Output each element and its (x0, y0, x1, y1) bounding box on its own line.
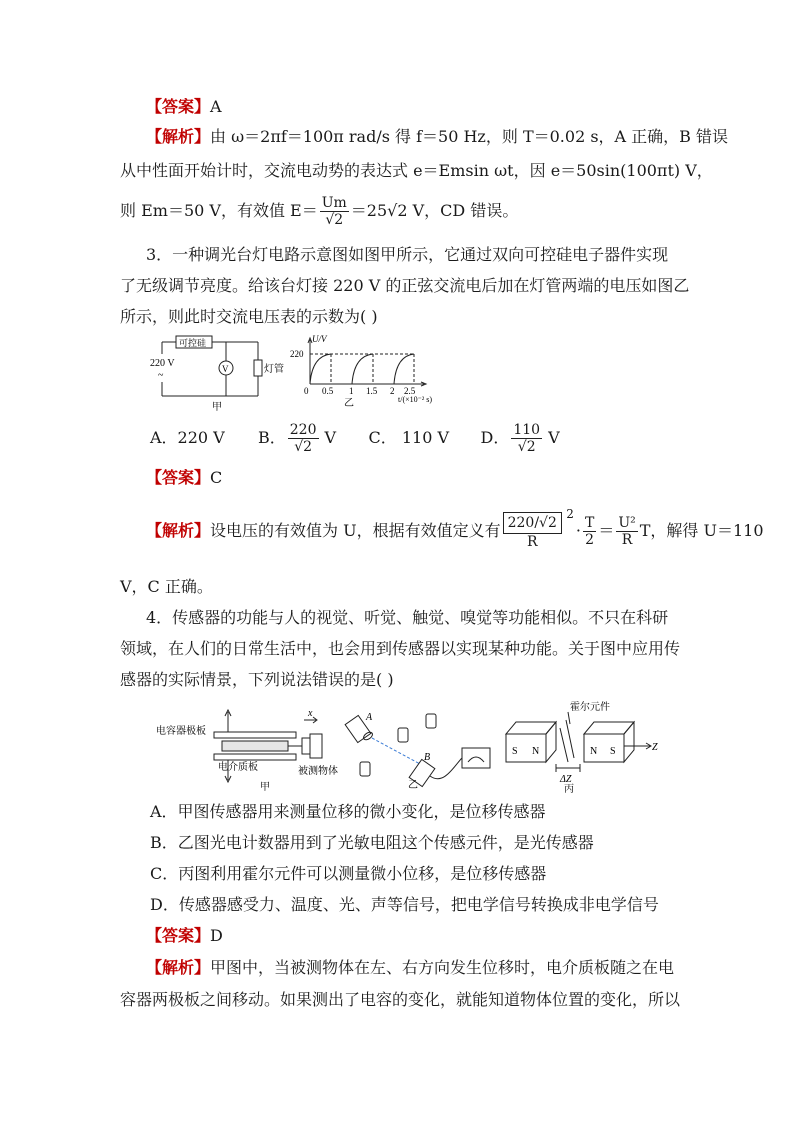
answer-tag: 【答案】 (146, 97, 211, 116)
squared-fraction: 220/√2 R 2 (503, 512, 562, 550)
option-b-fraction: $\frac{220}{√2}$ (289, 421, 317, 455)
explanation-3-line-1: 【解析】 设电压的有效值为 U，根据有效值定义有 220/√2 R 2 · $\frac{T}{2}$ ＝ $\frac{\text{U²}}{R}$ T，解得 U＝110 (146, 507, 764, 550)
y-axis-label: U/V (312, 334, 327, 344)
svg-text:S: S (512, 746, 518, 757)
svg-text:A: A (366, 712, 373, 723)
svg-text:ΔZ: ΔZ (560, 774, 572, 785)
question-3-line-2: 了无级调节亮度。给该台灯接 220 V 的正弦交流电后加在灯管两端的电压如图乙 (120, 276, 690, 295)
svg-text:Z: Z (652, 742, 658, 753)
question-4-option-c: C．丙图利用霍尔元件可以测量微小位移，是位移传感器 (150, 864, 547, 883)
svg-text:B: B (424, 752, 431, 763)
svg-text:2.5: 2.5 (404, 386, 416, 396)
figure-label-jia: 甲 (212, 402, 222, 412)
voltmeter-label: V (222, 364, 229, 374)
x-axis-label: t/(×10⁻² s) (398, 395, 433, 404)
option-d-fraction: $\frac{110}{√2}$ (513, 421, 541, 455)
option-c: C． 110 V (368, 428, 450, 447)
option-a: A．220 V (150, 428, 225, 447)
lamp-label: 灯管 (264, 364, 284, 375)
measured-object-label: 被测物体 (298, 766, 338, 777)
svg-text:N: N (590, 746, 598, 757)
explanation-1-line-3: 则 Em＝50 V，有效值 E＝ $\frac{Um}{√2}$ ＝25√2 V，CD 错误。 (120, 194, 519, 228)
question-3-options: A．220 V B． $\frac{220}{√2}$ V C． 110 V D． $\frac{110}{√2}$ V (150, 421, 560, 455)
svg-text:220: 220 (290, 349, 304, 359)
question-4-line-2: 领域，在人们的日常生活中，也会用到传感器以实现某种功能。关于图中应用传 (120, 639, 681, 658)
figure-label-yi: 乙 (408, 780, 418, 790)
explanation-tag: 【解析】 (146, 958, 211, 977)
answer-tag: 【答案】 (146, 926, 211, 945)
explanation-4-line-2: 容器两极板之间移动。如果测出了电容的变化，就能知道物体位置的变化，所以 (120, 990, 681, 1009)
svg-text:N: N (532, 746, 540, 757)
question-4-line-1: 4．传感器的功能与人的视觉、听觉、触觉、嗅觉等功能相似。不只在科研 (146, 608, 669, 627)
answer-4 (146, 926, 223, 946)
explanation-tag: 【解析】 (146, 521, 211, 540)
question-4-option-a: A．甲图传感器用来测量位移的微小变化，是位移传感器 (150, 802, 546, 821)
figure-label-yi: 乙 (344, 398, 354, 409)
scr-label: 可控硅 (179, 338, 207, 348)
svg-text:x: x (308, 708, 313, 719)
dielectric-label: 电介质板 (218, 762, 258, 773)
question-3-line-1: 3．一种调光台灯电路示意图如图甲所示，它通过双向可控硅电子器件实现 (146, 245, 669, 264)
photoelectric-counter-diagram (344, 706, 504, 790)
svg-text:1: 1 (349, 386, 354, 396)
effective-value-fraction: $\frac{Um}{√2}$ (321, 194, 347, 228)
svg-text:S: S (610, 746, 616, 757)
question-4-option-b: B．乙图光电计数器用到了光敏电阻这个传感元件，是光传感器 (150, 833, 594, 852)
question-4-option-d: D．传感器感受力、温度、光、声等信号，把电学信号转换成非电学信号 (150, 895, 659, 914)
explanation-1-line-1: 【解析】由 ω＝2πf＝100π rad/s 得 f＝50 Hz，则 T＝0.02 s，A 正确，B 错误 (146, 127, 729, 146)
explanation-tag: 【解析】 (146, 127, 211, 146)
explanation-4-line-1: 【解析】甲图中，当被测物体在左、右方向发生位移时，电介质板随之在电 (146, 958, 675, 977)
figure-label-jia: 甲 (260, 782, 270, 793)
answer-value: D (210, 926, 223, 945)
answer-tag: 【答案】 (146, 468, 211, 487)
voltage-graph-yi (286, 334, 446, 410)
svg-text:2: 2 (390, 386, 395, 396)
answer-value: A (210, 97, 222, 116)
explanation-3-line-2: V，C 正确。 (120, 577, 213, 596)
capacitor-sensor-diagram (148, 704, 358, 794)
answer-value: C (210, 468, 223, 487)
svg-text:1.5: 1.5 (366, 386, 378, 396)
question-4-line-3: 感器的实际情景，下列说法错误的是( ) (120, 670, 394, 689)
circuit-diagram-jia (148, 332, 288, 412)
question-3-line-3: 所示，则此时交流电压表的示数为( ) (120, 307, 378, 326)
svg-text:0: 0 (304, 386, 309, 396)
svg-text:0.5: 0.5 (322, 386, 334, 396)
hall-element-diagram (500, 698, 660, 794)
answer-1 (146, 97, 222, 117)
figure-label-bing: 丙 (564, 784, 574, 794)
source-label: 220 V (150, 358, 175, 369)
answer-3 (146, 468, 222, 488)
capacitor-plate-label: 电容器极板 (156, 726, 206, 737)
explanation-1-line-2: 从中性面开始计时，交流电动势的表达式 e＝Emsin ωt，因 e＝50sin(100πt) V， (120, 161, 713, 180)
hall-element-label: 霍尔元件 (570, 702, 610, 713)
svg-text:~: ~ (158, 370, 164, 381)
